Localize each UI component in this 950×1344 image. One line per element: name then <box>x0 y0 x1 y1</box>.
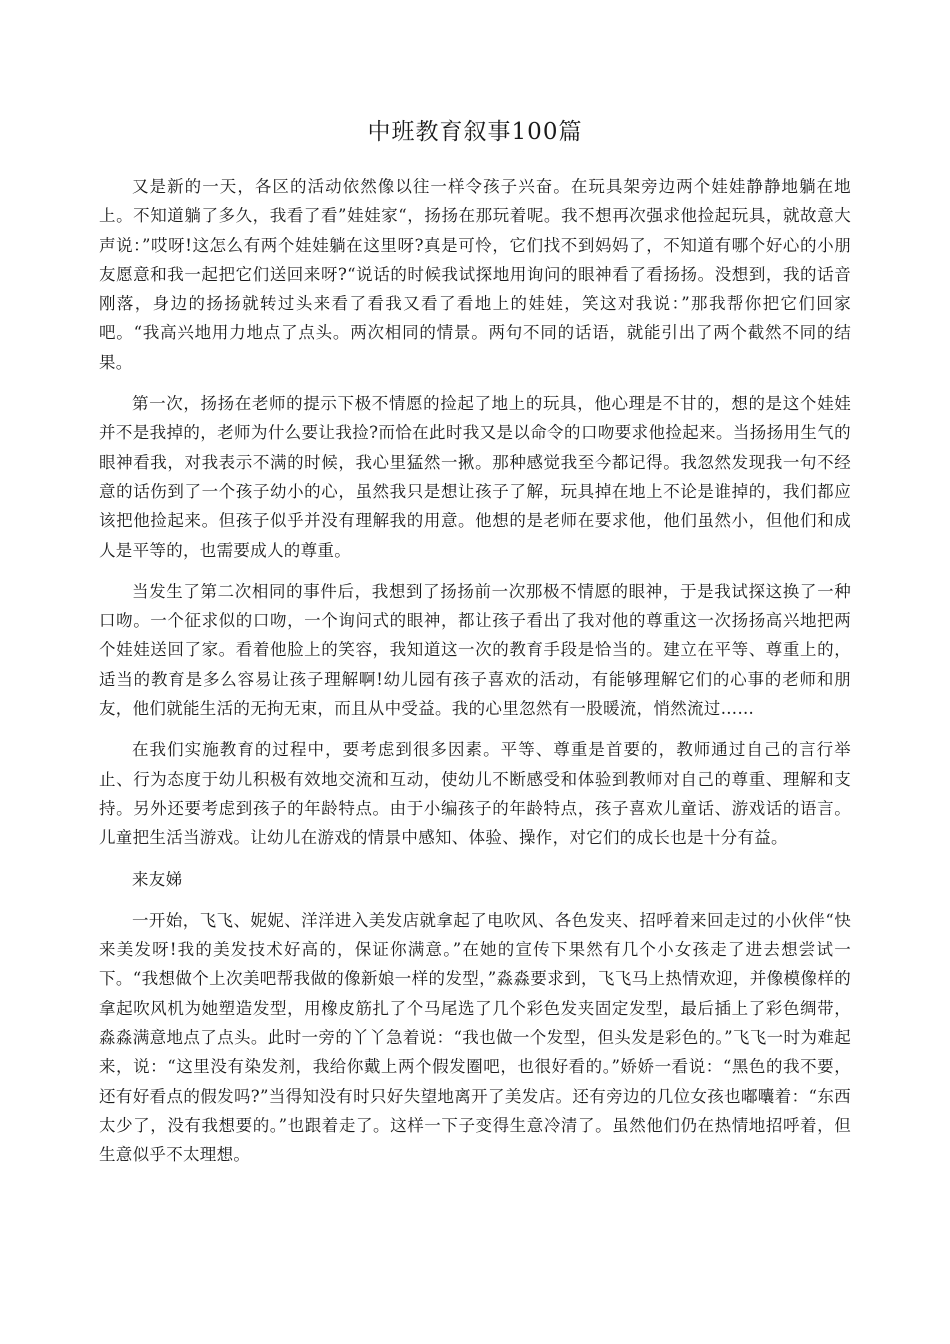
paragraph-2: 第一次，扬扬在老师的提示下极不情愿的捡起了地上的玩具，他心理是不甘的，想的是这个娃娃并不是我掉的，老师为什么要让我捡?而恰在此时我又是以命令的口吻要求他捡起来。当扬扬用生气的眼神看我，对我表示不满的时候，我心里猛然一揪。那种感觉我至今都记得。我忽然发现我一句不经意的话伤到了一个孩子幼小的心，虽然我只是想让孩子了解，玩具掉在地上不论是谁掉的，我们都应该把他捡起来。但孩子似乎并没有理解我的用意。他想的是老师在要求他，他们虽然小，但他们和成人是平等的，也需要成人的尊重。 <box>99 394 851 560</box>
document-title: 中班教育叙事100篇 <box>367 119 583 145</box>
paragraph-4: 在我们实施教育的过程中，要考虑到很多因素。平等、尊重是首要的，教师通过自己的言行举止、行为态度于幼儿积极有效地交流和互动，使幼儿不断感受和体验到教师对自己的尊重、理解和支持。另外还要考虑到孩子的年龄特点。由于小编孩子的年龄特点，孩子喜欢儿童话、游戏话的语言。儿童把生活当游戏。让幼儿在游戏的情景中感知、体验、操作，对它们的成长也是十分有益。 <box>99 740 851 848</box>
author-line: 来友娣 <box>132 869 183 889</box>
paragraph-3: 当发生了第二次相同的事件后，我想到了扬扬前一次那极不情愿的眼神，于是我试探这换了一种口吻。一个征求似的口吻，一个询问式的眼神，都让孩子看出了我对他的尊重这一次扬扬高兴地把两个娃娃送回了家。看着他脸上的笑容，我知道这一次的教育手段是恰当的。建立在平等、尊重上的，适当的教育是多么容易让孩子理解啊!幼儿园有孩子喜欢的活动，有能够理解它们的心事的老师和朋友，他们就能生活的无拘无束，而且从中受益。我的心里忽然有一股暖流，悄然流过…… <box>99 581 851 719</box>
document-body <box>99 172 851 1182</box>
paragraph-5: 一开始，飞飞、妮妮、洋洋进入美发店就拿起了电吹风、各色发夹、招呼着来回走过的小伙伴“快来美发呀!我的美发技术好高的，保证你满意。”在她的宣传下果然有几个小女孩走了进去想尝试一下。“我想做个上次美吧帮我做的像新娘一样的发型，”淼淼要求到，飞飞马上热情欢迎，并像模像样的拿起吹风机为她塑造发型，用橡皮筋扎了个马尾选了几个彩色发夹固定发型，最后插上了彩色绸带，淼淼满意地点了点头。此时一旁的丫丫急着说：“我也做一个发型，但头发是彩色的。”飞飞一时为难起来，说：“这里没有染发剂，我给你戴上两个假发圈吧，也很好看的。”娇娇一看说：“黑色的我不要，还有好看点的假发吗?”当得知没有时只好失望地离开了美发店。还有旁边的几位女孩也嘟囔着：“东西太少了，没有我想要的。”也跟着走了。这样一下子变得生意冷清了。虽然他们仍在热情地招呼着，但生意似乎不太理想。 <box>99 910 851 1165</box>
paragraph-1: 又是新的一天，各区的活动依然像以往一样令孩子兴奋。在玩具架旁边两个娃娃静静地躺在地上。不知道躺了多久，我看了看”娃娃家“，扬扬在那玩着呢。我不想再次强求他捡起玩具，就故意大声说：”哎呀!这怎么有两个娃娃躺在这里呀?真是可怜，它们找不到妈妈了，不知道有哪个好心的小朋友愿意和我一起把它们送回来呀?“说话的时候我试探地用询问的眼神看了看扬扬。没想到，我的话音刚落，身边的扬扬就转过头来看了看我又看了看地上的娃娃，笑这对我说：”那我帮你把它们回家吧。“我高兴地用力地点了点头。两次相同的情景。两句不同的话语，就能引出了两个截然不同的结果。 <box>99 177 851 372</box>
